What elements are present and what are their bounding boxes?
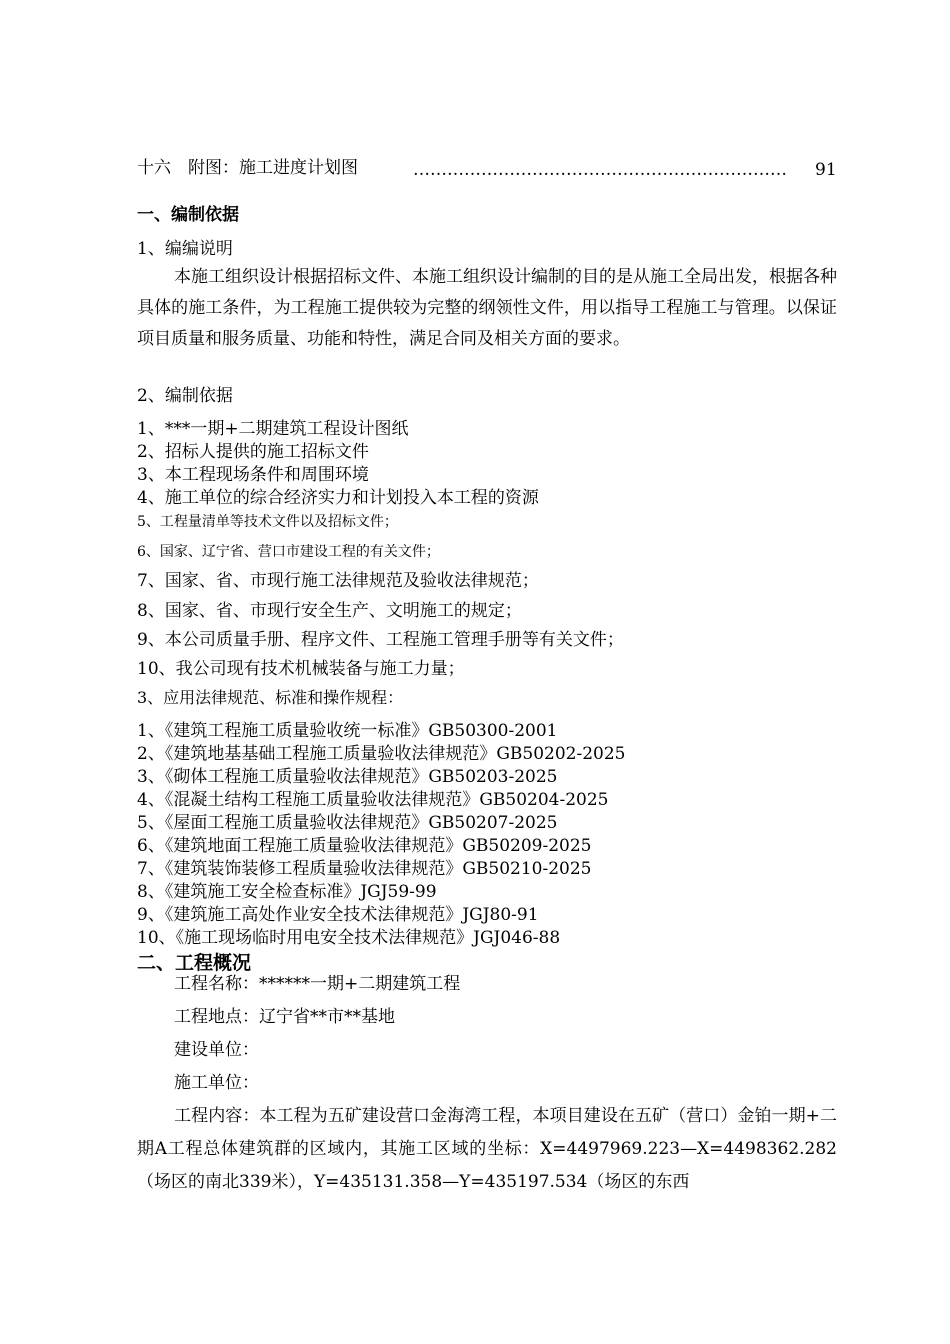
basis-item-7: 7、国家、省、市现行施工法律规范及验收法律规范； xyxy=(137,571,539,591)
subsection-1-heading: 1、编编说明 xyxy=(137,239,233,259)
construction-contractor: 施工单位： xyxy=(174,1073,259,1093)
basis-item-3: 3、本工程现场条件和周围环境 xyxy=(137,465,369,485)
project-location: 工程地点：辽宁省**市**基地 xyxy=(174,1007,395,1027)
standard-item-2: 2、《建筑地基基础工程施工质量验收法律规范》GB50202-2025 xyxy=(137,744,626,764)
basis-item-6: 6、国家、辽宁省、营口市建设工程的有关文件； xyxy=(137,544,440,560)
section-2-heading: 二、工程概况 xyxy=(137,952,252,974)
toc-leader-dots: ………………………………………………………… xyxy=(413,160,787,180)
standard-item-8: 8、《建筑施工安全检查标准》JGJ59-99 xyxy=(137,882,437,902)
basis-item-2: 2、招标人提供的施工招标文件 xyxy=(137,442,369,462)
construction-owner: 建设单位： xyxy=(174,1040,259,1060)
project-name: 工程名称：******一期+二期建筑工程 xyxy=(174,974,461,994)
section-1-heading: 一、编制依据 xyxy=(137,205,239,225)
toc-page-number: 91 xyxy=(815,160,837,180)
standard-item-3: 3、《砌体工程施工质量验收法律规范》GB50203-2025 xyxy=(137,767,558,787)
toc-entry-label: 十六 附图：施工进度计划图 xyxy=(137,158,358,178)
standard-item-7: 7、《建筑装饰装修工程质量验收法律规范》GB50210-2025 xyxy=(137,859,592,879)
standard-item-10: 10、《施工现场临时用电安全技术法律规范》JGJ046-88 xyxy=(137,928,561,948)
standard-item-9: 9、《建筑施工高处作业安全技术法律规范》JGJ80-91 xyxy=(137,905,539,925)
standard-item-4: 4、《混凝土结构工程施工质量验收法律规范》GB50204-2025 xyxy=(137,790,609,810)
basis-item-1: 1、***一期+二期建筑工程设计图纸 xyxy=(137,419,409,439)
intro-paragraph: 本施工组织设计根据招标文件、本施工组织设计编制的目的是从施工全局出发，根据各种具体的施工条件，为工程施工提供较为完整的纲领性文件，用以指导工程施工与管理。以保证项目质量和服务质量、功能和特性，满足合同及相关方面的要求。 xyxy=(137,267,837,349)
standard-item-1: 1、《建筑工程施工质量验收统一标准》GB50300-2001 xyxy=(137,721,558,741)
basis-item-5: 5、工程量清单等技术文件以及招标文件； xyxy=(137,514,398,530)
basis-item-9: 9、本公司质量手册、程序文件、工程施工管理手册等有关文件； xyxy=(137,630,624,650)
project-content-paragraph: 工程内容：本工程为五矿建设营口金海湾工程，本项目建设在五矿（营口）金铂一期+二期A工程总体建筑群的区域内，其施工区域的坐标：X=4497969.223—X=4498362.282（场区的南北339米），Y=435131.358—Y=435197.534（场区的东西 xyxy=(137,1106,837,1192)
basis-item-10: 10、我公司现有技术机械装备与施工力量； xyxy=(137,659,465,679)
standard-item-5: 5、《屋面工程施工质量验收法律规范》GB50207-2025 xyxy=(137,813,558,833)
subsection-2-heading: 2、编制依据 xyxy=(137,386,233,406)
basis-item-8: 8、国家、省、市现行安全生产、文明施工的规定； xyxy=(137,601,522,621)
subsection-3-heading: 3、应用法律规范、标准和操作规程： xyxy=(137,688,404,707)
basis-item-4: 4、施工单位的综合经济实力和计划投入本工程的资源 xyxy=(137,488,539,508)
standard-item-6: 6、《建筑地面工程施工质量验收法律规范》GB50209-2025 xyxy=(137,836,592,856)
